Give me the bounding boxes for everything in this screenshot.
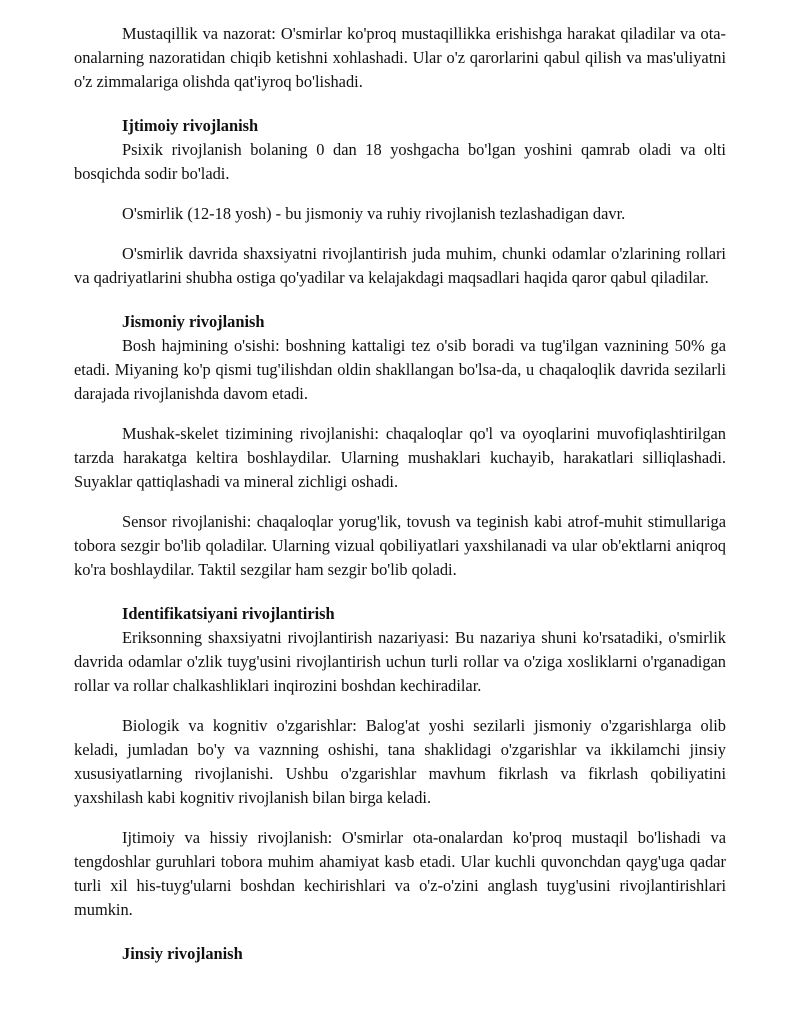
paragraph: O'smirlik (12-18 yosh) - bu jismoniy va ruhiy rivojlanish tezlashadigan davr. — [122, 204, 626, 223]
section-heading: Ijtimoiy rivojlanish — [122, 116, 259, 135]
paragraph: Bosh hajmining o'sishi: boshning kattaligi tez o'sib boradi va tug'ilgan vaznining 50% ga etadi. Miyaning ko'p qismi tug'ilishdan oldin shakllangan bo'lsa-da, u chaqaloqlik davrida sezilarli darajada rivojlanishda davom etadi. — [74, 336, 726, 403]
section-heading: Jinsiy rivojlanish — [122, 944, 243, 963]
paragraph: Psixik rivojlanish bolaning 0 dan 18 yoshgacha bo'lgan yoshini qamrab oladi va olti bosqichda sodir bo'ladi. — [74, 140, 726, 183]
paragraph: Eriksonning shaxsiyatni rivojlantirish nazariyasi: Bu nazariya shuni ko'rsatadiki, o'smirlik davrida odamlar o'zlik tuyg'usini rivojlantirish uchun turli rollar va o'ziga xosliklarni o'rganadigan rollar va rollar chalkashliklari inqirozini boshdan kechiradilar. — [74, 628, 726, 695]
section-heading: Jismoniy rivojlanish — [122, 312, 265, 331]
paragraph: Ijtimoiy va hissiy rivojlanish: O'smirlar ota-onalardan ko'proq mustaqil bo'lishadi va tengdoshlar guruhlari tobora muhim ahamiyat kasb etadi. Ular kuchli quvonchdan qayg'uga qadar turli xil his-tuyg'ularni boshdan kechirishlari va o'z-o'zini anglash tuyg'usini rivojlantirishlari mumkin. — [74, 828, 726, 919]
paragraph: Biologik va kognitiv o'zgarishlar: Balog'at yoshi sezilarli jismoniy o'zgarishlarga olib keladi, jumladan bo'y va vaznning oshishi, tana shaklidagi o'zgarishlar va ikkilamchi jinsiy xususiyatlarning rivojlanishi. Ushbu o'zgarishlar mavhum fikrlash va fikrlash qobiliyatini yaxshilash kabi kognitiv rivojlanish bilan birga keladi. — [74, 716, 726, 807]
paragraph: Sensor rivojlanishi: chaqaloqlar yorug'lik, tovush va teginish kabi atrof-muhit stimullariga tobora sezgir bo'lib qoladilar. Ularning vizual qobiliyatlari yaxshilanadi va ular ob'ektlarni aniqroq ko'ra boshlaydilar. Taktil sezgilar ham sezgir bo'lib qoladi. — [74, 512, 726, 579]
paragraph: O'smirlik davrida shaxsiyatni rivojlantirish juda muhim, chunki odamlar o'zlarining rollari va qadriyatlarini shubha ostiga qo'yadilar va kelajakdagi maqsadlari haqida qaror qabul qiladilar. — [74, 244, 726, 287]
section-heading: Identifikatsiyani rivojlantirish — [122, 604, 335, 623]
paragraph: Mustaqillik va nazorat: O'smirlar ko'proq mustaqillikka erishishga harakat qiladilar va ota-onalarning nazoratidan chiqib ketishni xohlashadi. Ular o'z qarorlarini qabul qilish va mas'uliyatni o'z zimmalariga olishda qat'iyroq bo'lishadi. — [74, 24, 726, 91]
paragraph: Mushak-skelet tizimining rivojlanishi: chaqaloqlar qo'l va oyoqlarini muvofiqlashtirilgan tarzda harakatga keltira boshlaydilar. Ularning mushaklari kuchayib, harakatlari silliqlashadi. Suyaklar qattiqlashadi va mineral zichligi oshadi. — [74, 424, 726, 491]
